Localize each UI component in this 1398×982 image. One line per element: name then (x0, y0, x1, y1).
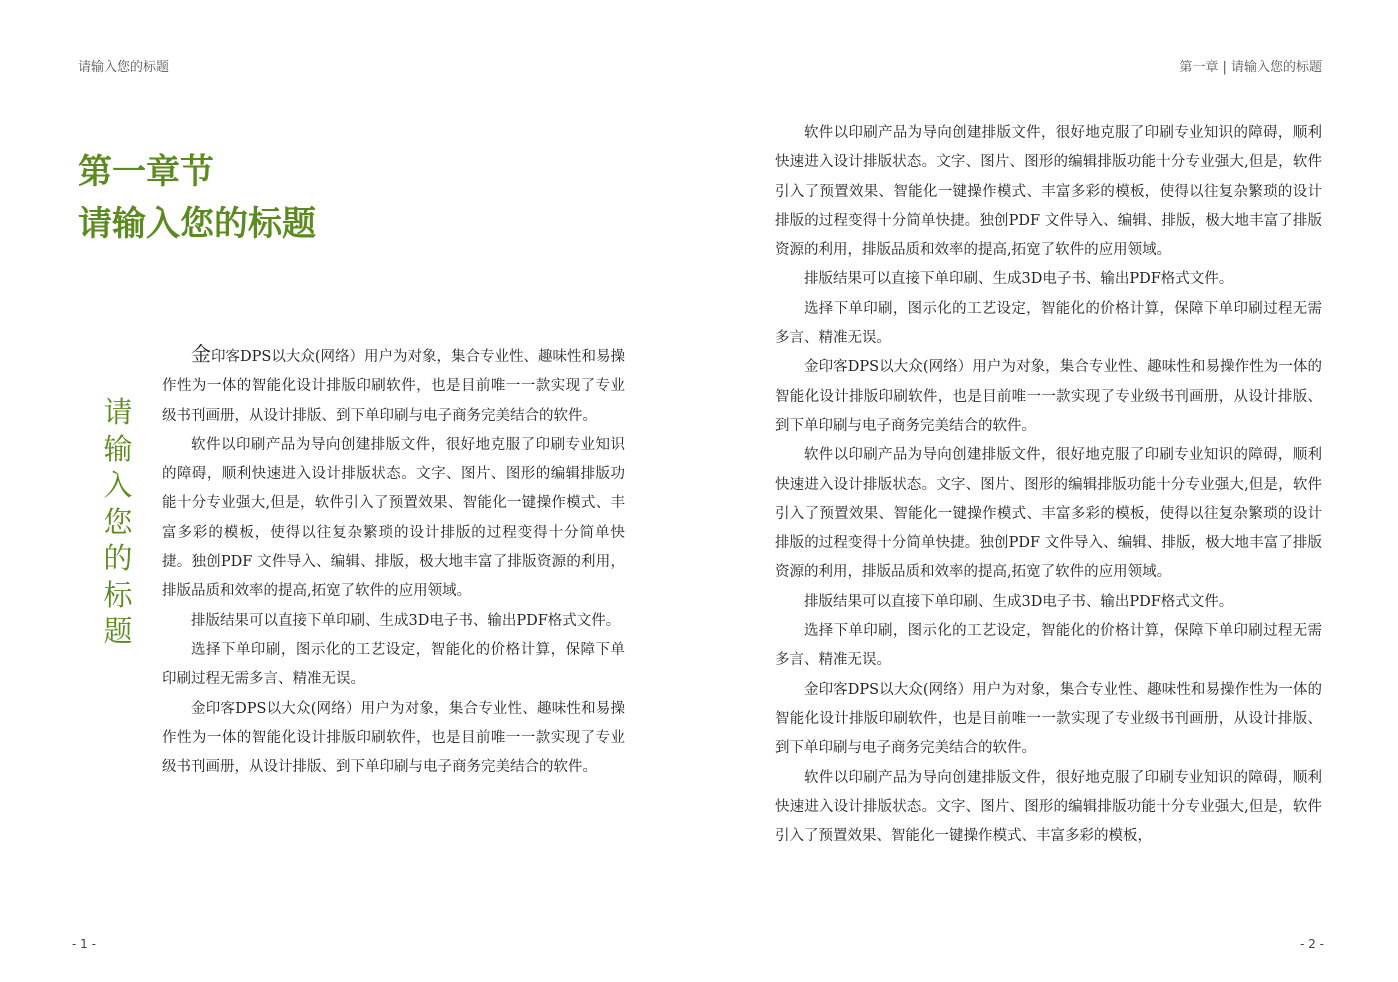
paragraph: 软件以印刷产品为导向创建排版文件，很好地克服了印刷专业知识的障碍，顺利快速进入设计排版状态。文字、图片、图形的编辑排版功能十分专业强大,但是，软件引入了预置效果、智能化一键操作模式、丰富多彩的模板，使得以往复杂繁琐的设计排版的过程变得十分简单快捷。独创PDF 文件导入、编辑、排版，极大地丰富了排版资源的利用，排版品质和效率的提高,拓宽了软件的应用领域。 (775, 125, 1322, 259)
left-running-head: 请输入您的标题 (78, 60, 170, 75)
vertical-title-char: 标 (103, 577, 133, 612)
paragraph: 排版结果可以直接下单印刷、生成3D电子书、输出PDF格式文件。 (191, 612, 621, 629)
vertical-title-char: 题 (103, 614, 133, 648)
paragraph: 软件以印刷产品为导向创建排版文件，很好地克服了印刷专业知识的障碍，顺利快速进入设计排版状态。文字、图片、图形的编辑排版功能十分专业强大,但是，软件引入了预置效果、智能化一键操作模式、丰富多彩的模板，使得以往复杂繁琐的设计排版的过程变得十分简单快捷。独创PDF 文件导入、编辑、排版，极大地丰富了排版资源的利用，排版品质和效率的提高,拓宽了软件的应用领域。 (775, 447, 1322, 581)
paragraph: 选择下单印刷，图示化的工艺设定，智能化的价格计算，保障下单印刷过程无需多言、精准无误。 (162, 641, 625, 688)
chapter-title-line2: 请输入您的标题 (78, 204, 316, 244)
vertical-title (98, 394, 138, 650)
right-page (699, 0, 1398, 982)
vertical-title-char: 您 (103, 504, 133, 539)
vertical-title-char: 入 (103, 468, 133, 502)
vertical-title-char: 输 (103, 431, 133, 466)
paragraph: 金印客DPS以大众(网络）用户为对象，集合专业性、趣味性和易操作性为一体的智能化设计排版印刷软件，也是目前唯一一款实现了专业级书刊画册，从设计排版、到下单印刷与电子商务完美结合的软件。 (775, 681, 1322, 757)
paragraph: 金印客DPS以大众(网络）用户为对象，集合专业性、趣味性和易操作性为一体的智能化设计排版印刷软件，也是目前唯一一款实现了专业级书刊画册，从设计排版、到下单印刷与电子商务完美结合的软件。 (162, 700, 625, 776)
right-body-text (775, 119, 1322, 851)
dropcap: 金 (191, 342, 212, 366)
paragraph: 金印客DPS以大众(网络）用户为对象，集合专业性、趣味性和易操作性为一体的智能化设计排版印刷软件，也是目前唯一一款实现了专业级书刊画册，从设计排版、到下单印刷与电子商务完美结合的软件。 (775, 359, 1322, 434)
paragraph: 选择下单印刷，图示化的工艺设定，智能化的价格计算，保障下单印刷过程无需多言、精准无误。 (775, 623, 1322, 669)
paragraph: 排版结果可以直接下单印刷、生成3D电子书、输出PDF格式文件。 (804, 271, 1234, 288)
paragraph-text: 印客DPS以大众(网络）用户为对象，集合专业性、趣味性和易操作性为一体的智能化设计排版印刷软件，也是目前唯一一款实现了专业级书刊画册，从设计排版、到下单印刷与电子商务完美结合的软件。 (162, 349, 626, 424)
chapter-title (78, 146, 316, 250)
paragraph: 软件以印刷产品为导向创建排版文件，很好地克服了印刷专业知识的障碍，顺利快速进入设计排版状态。文字、图片、图形的编辑排版功能十分专业强大,但是，软件引入了预置效果、智能化一键操作模式、丰富多彩的模板，使得以往复杂繁琐的设计排版的过程变得十分简单快捷。独创PDF 文件导入、编辑、排版，极大地丰富了排版资源的利用，排版品质和效率的提高,拓宽了软件的应用领域。 (162, 436, 625, 600)
paragraph: 软件以印刷产品为导向创建排版文件，很好地克服了印刷专业知识的障碍，顺利快速进入设计排版状态。文字、图片、图形的编辑排版功能十分专业强大,但是，软件引入了预置效果、智能化一键操作模式、丰富多彩的模板， (775, 769, 1322, 845)
chapter-title-line1: 第一章节 (78, 152, 214, 192)
paragraph (162, 340, 625, 431)
vertical-title-char: 的 (103, 541, 133, 575)
paragraph: 选择下单印刷，图示化的工艺设定，智能化的价格计算，保障下单印刷过程无需多言、精准无误。 (775, 300, 1322, 347)
left-page-number: - 1 - (72, 937, 96, 951)
paragraph: 排版结果可以直接下单印刷、生成3D电子书、输出PDF格式文件。 (804, 593, 1234, 610)
left-body-text (162, 340, 625, 782)
vertical-title-char: 请 (103, 395, 133, 429)
right-page-number: - 2 - (1300, 937, 1324, 951)
right-running-head: 第一章 | 请输入您的标题 (1179, 60, 1322, 75)
